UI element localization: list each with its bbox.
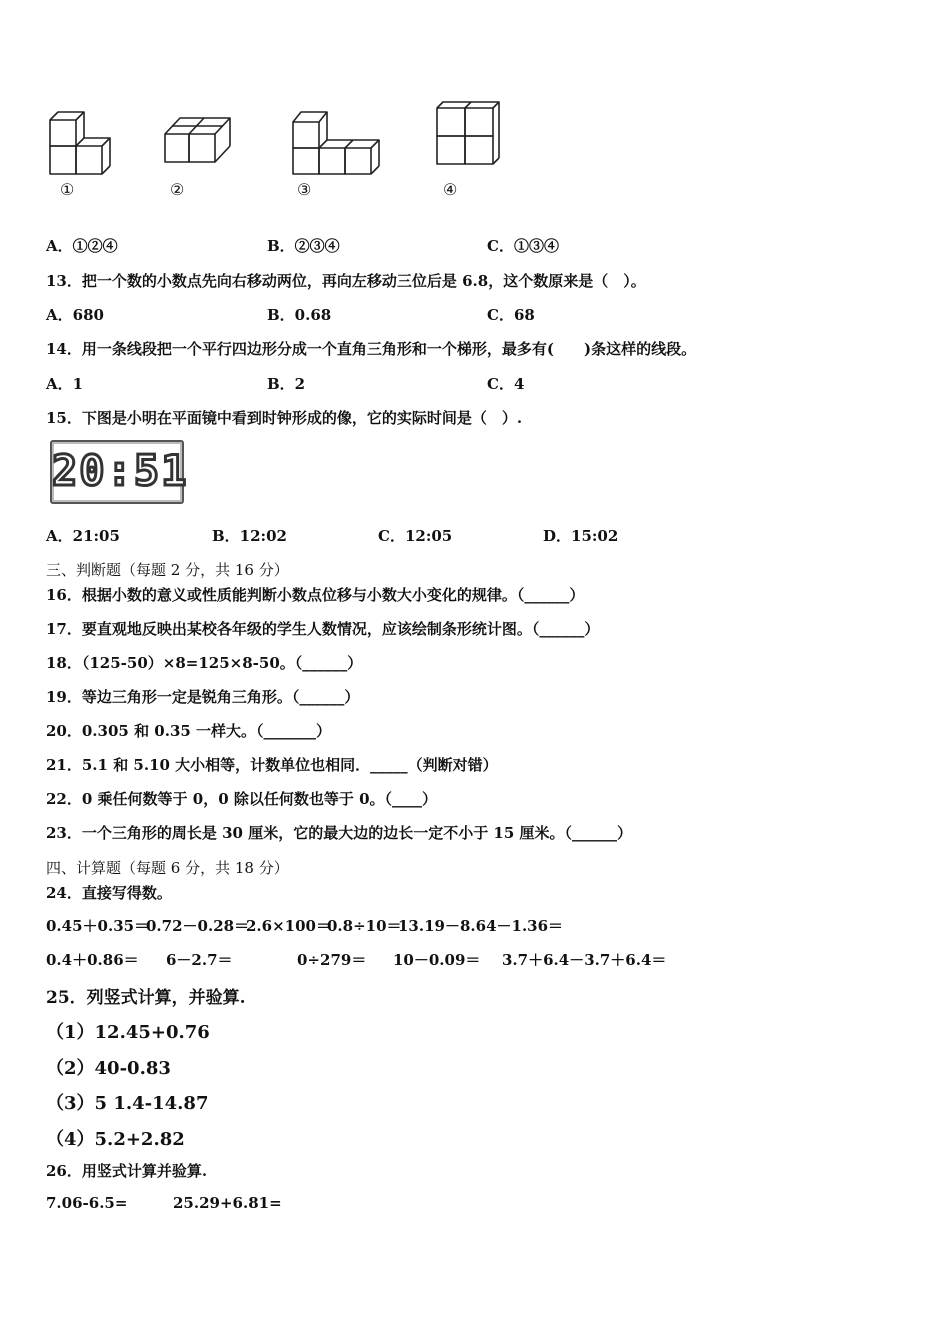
figure-label-1: ①	[60, 180, 75, 199]
q15-option-c: C．12:05	[378, 527, 453, 545]
section3-heading: 三、判断题（每题 2 分，共 16 分）	[46, 561, 289, 579]
q24-expr: 2.6×100＝	[246, 917, 331, 935]
q22-text: 22．0 乘任何数等于 0，0 除以任何数也等于 0。（____）	[46, 790, 438, 808]
q14-option-a: A．1	[46, 375, 84, 393]
q17-text: 17．要直观地反映出某校各年级的学生人数情况，应该绘制条形统计图。（______）	[46, 620, 600, 638]
q13-option-a: A．680	[46, 306, 104, 324]
q24-expr: 0.4＋0.86＝	[46, 951, 139, 969]
cube-figure-2	[160, 112, 240, 170]
q19-text: 19．等边三角形一定是锐角三角形。（______）	[46, 688, 360, 706]
q24-expr: 10－0.09＝	[393, 951, 481, 969]
clock-digits: 20:51	[52, 446, 189, 495]
q13-text: 13．把一个数的小数点先向右移动两位，再向左移动三位后是 6.8，这个数原来是（ ）。	[46, 272, 646, 290]
q24-expr: 0.72－0.28＝	[146, 917, 250, 935]
q16-text: 16．根据小数的意义或性质能判断小数点位移与小数大小变化的规律。（______）	[46, 586, 585, 604]
q25-title: 25．列竖式计算，并验算.	[46, 988, 246, 1008]
q26-item-2: 25.29+6.81=	[173, 1194, 282, 1212]
q14-option-b: B．2	[267, 375, 306, 393]
q24-expr: 3.7＋6.4－3.7＋6.4＝	[502, 951, 667, 969]
section4-heading: 四、计算题（每题 6 分，共 18 分）	[46, 859, 289, 877]
q15-option-b: B．12:02	[212, 527, 287, 545]
q18-text: 18．（125-50）×8=125×8-50。（______）	[46, 654, 363, 672]
q15-option-d: D．15:02	[543, 527, 619, 545]
figure-label-4: ④	[443, 180, 458, 199]
q26-title: 26．用竖式计算并验算.	[46, 1162, 208, 1180]
mirror-clock-image	[50, 440, 189, 504]
q24-expr: 0.8÷10＝	[327, 917, 402, 935]
cube-figure-1	[44, 108, 116, 180]
q25-item-4: （4）5.2+2.82	[46, 1129, 185, 1150]
q23-text: 23．一个三角形的周长是 30 厘米，它的最大边的边长一定不小于 15 厘米。（______）	[46, 824, 633, 842]
q15-option-a: A．21:05	[46, 527, 120, 545]
q14-option-c: C．4	[487, 375, 525, 393]
q24-expr: 13.19－8.64－1.36＝	[398, 917, 564, 935]
q12-option-a: A．①②④	[46, 237, 118, 255]
q25-item-2: （2）40-0.83	[46, 1058, 171, 1079]
q13-option-b: B．0.68	[267, 306, 332, 324]
q26-item-1: 7.06-6.5=	[46, 1194, 128, 1212]
q24-expr: 0÷279＝	[297, 951, 367, 969]
q13-option-c: C．68	[487, 306, 535, 324]
q25-item-3: （3）5 1.4-14.87	[46, 1093, 209, 1114]
cube-figure-3	[288, 108, 384, 180]
q15-text: 15．下图是小明在平面镜中看到时钟形成的像，它的实际时间是（ ）.	[46, 409, 523, 427]
q25-item-1: （1）12.45+0.76	[46, 1022, 210, 1043]
q21-text: 21．5.1 和 5.10 大小相等，计数单位也相同．_____（判断对错）	[46, 756, 498, 774]
figure-label-2: ②	[170, 180, 185, 199]
q24-expr: 0.45＋0.35＝	[46, 917, 150, 935]
q24-expr: 6－2.7＝	[166, 951, 233, 969]
q12-option-b: B．②③④	[267, 237, 340, 255]
cube-figure-4	[432, 98, 504, 170]
figure-label-3: ③	[297, 180, 312, 199]
q14-text: 14．用一条线段把一个平行四边形分成一个直角三角形和一个梯形，最多有( )条这样的线段。	[46, 340, 697, 358]
q20-text: 20．0.305 和 0.35 一样大。（_______）	[46, 722, 332, 740]
q24-title: 24．直接写得数。	[46, 884, 172, 902]
q12-option-c: C．①③④	[487, 237, 559, 255]
